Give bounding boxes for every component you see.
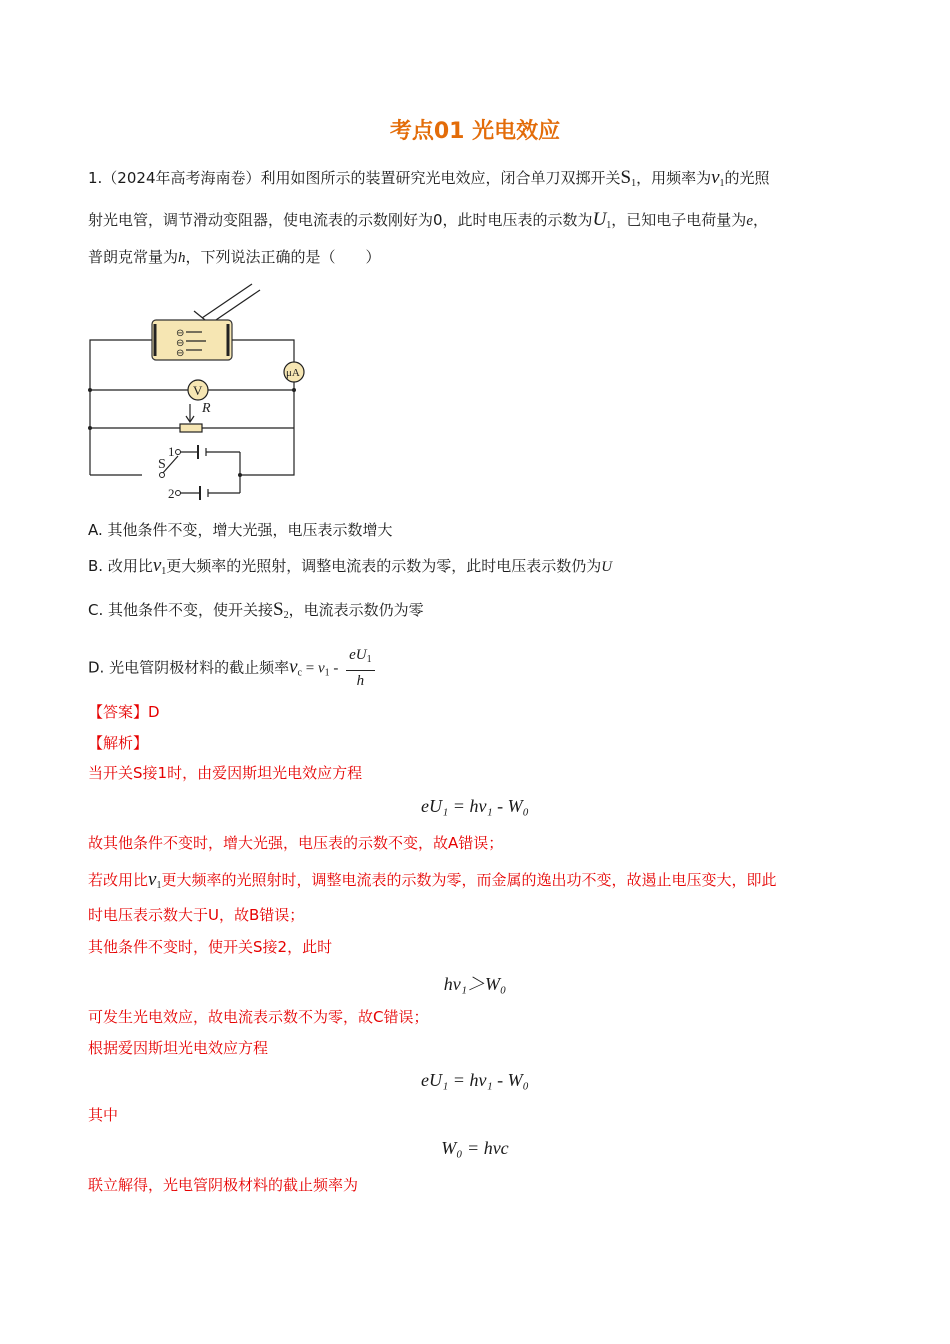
switch-symbol: S bbox=[620, 167, 632, 188]
equals-sign: = bbox=[301, 660, 318, 677]
fraction-denominator: h bbox=[356, 673, 365, 689]
question-text: 射光电管，调节滑动变阻器，使电流表的示数刚好为0，此时电压表的示数为 bbox=[88, 211, 593, 229]
analysis-line-2: 故其他条件不变时，增大光强，电压表的示数不变，故A错误； bbox=[88, 834, 504, 852]
question-text: ，已知电子电荷量为 bbox=[611, 211, 747, 229]
frequency-subscript: 1 bbox=[324, 667, 330, 679]
fraction-numerator bbox=[346, 645, 375, 671]
analysis-line-6: 可发生光电效应，故电流表示数不为零，故C错误； bbox=[88, 1008, 429, 1026]
analysis-line-9: 联立解得，光电管阴极材料的截止频率为 bbox=[88, 1176, 359, 1194]
frequency-symbol: ν bbox=[148, 869, 157, 890]
question-text: ，用频率为 bbox=[636, 169, 712, 187]
switch-symbol: S bbox=[273, 599, 284, 620]
rheostat bbox=[180, 424, 202, 432]
voltage-symbol: U bbox=[592, 209, 607, 230]
frequency-subscript: 1 bbox=[156, 880, 162, 891]
voltage-symbol: U bbox=[601, 559, 613, 575]
option-text: ，电流表示数仍为零 bbox=[288, 601, 424, 619]
option-b bbox=[88, 556, 612, 582]
photocell-tube bbox=[152, 320, 232, 360]
analysis-line-4: 时电压表示数大于U，故B错误； bbox=[88, 906, 305, 924]
question-text: 普朗克常量为 bbox=[88, 248, 179, 266]
switch-subscript: 1 bbox=[631, 178, 637, 189]
option-c bbox=[88, 600, 424, 626]
voltmeter-label: V bbox=[193, 383, 203, 398]
analysis-text: 若改用比 bbox=[88, 871, 149, 889]
question-text: 1.（2024年高考海南卷）利用如图所示的装置研究光电效应，闭合单刀双掷开关 bbox=[88, 169, 621, 187]
question-line-2 bbox=[88, 210, 768, 236]
analysis-label: 【解析】 bbox=[88, 734, 149, 752]
fraction bbox=[346, 645, 375, 691]
option-text: C. 其他条件不变，使开关接 bbox=[88, 601, 274, 619]
question-text: 的光照 bbox=[724, 169, 770, 187]
microammeter-label: μA bbox=[286, 367, 300, 379]
equation-2: hν₁＞W₀ bbox=[443, 974, 507, 994]
option-d bbox=[88, 645, 375, 696]
option-text: B. 改用比 bbox=[88, 557, 153, 575]
cutoff-subscript: c bbox=[297, 667, 302, 679]
contact-2-label: 2 bbox=[168, 486, 175, 501]
equation-4: W₀ = hνc bbox=[441, 1138, 509, 1158]
numerator-subscript: 1 bbox=[366, 654, 372, 665]
charge-symbol: e bbox=[746, 213, 753, 229]
analysis-line-8: 其中 bbox=[88, 1106, 119, 1124]
analysis-text: 更大频率的光照射时，调整电流表的示数为零，而金属的逸出功不变，故遏止电压变大，即此 bbox=[161, 871, 777, 889]
frequency-subscript: 1 bbox=[719, 178, 725, 189]
question-text: ，下列说法正确的是（ ） bbox=[185, 248, 381, 266]
question-line-1 bbox=[88, 168, 770, 194]
analysis-line-5: 其他条件不变时，使开关S接2，此时 bbox=[88, 938, 333, 956]
switch-contact-1 bbox=[176, 450, 181, 455]
voltage-subscript: 1 bbox=[606, 220, 612, 231]
contact-1-label: 1 bbox=[168, 444, 175, 459]
frequency-symbol: ν bbox=[317, 660, 325, 677]
equation-3: eU₁ = hν₁ - W₀ bbox=[421, 1070, 529, 1090]
option-text: D. 光电管阴极材料的截止频率 bbox=[88, 658, 290, 677]
question-line-3 bbox=[88, 247, 381, 268]
cutoff-frequency-symbol: ν bbox=[289, 656, 298, 678]
minus-sign: - bbox=[329, 660, 343, 677]
option-a: A. 其他条件不变，增大光强，电压表示数增大 bbox=[88, 521, 393, 539]
electron-marker: ⊖ bbox=[176, 348, 185, 359]
planck-symbol: h bbox=[178, 250, 186, 266]
resistor-label: R bbox=[202, 401, 211, 416]
frequency-subscript: 1 bbox=[161, 566, 167, 577]
option-text: 更大频率的光照射，调整电流表的示数为零，此时电压表示数仍为 bbox=[166, 557, 602, 575]
circuit-diagram bbox=[82, 280, 312, 505]
analysis-line-7: 根据爱因斯坦光电效应方程 bbox=[88, 1039, 269, 1057]
question-text: ， bbox=[752, 211, 768, 229]
switch-pivot bbox=[160, 473, 165, 478]
switch-contact-2 bbox=[176, 491, 181, 496]
numerator-text: eU bbox=[349, 647, 367, 663]
switch-subscript: 2 bbox=[283, 610, 289, 621]
equation-1: eU₁ = hν₁ - W₀ bbox=[421, 796, 529, 816]
analysis-line-1: 当开关S接1时，由爱因斯坦光电效应方程 bbox=[88, 764, 363, 782]
switch-label: S bbox=[158, 457, 166, 472]
frequency-symbol: ν bbox=[152, 555, 162, 576]
frequency-symbol: ν bbox=[711, 167, 720, 188]
answer-label: 【答案】D bbox=[88, 703, 160, 721]
analysis-line-3 bbox=[88, 870, 776, 896]
electron-marker: ⊖ bbox=[176, 328, 185, 339]
page-title: 考点01 光电效应 bbox=[389, 119, 561, 144]
electron-marker: ⊖ bbox=[176, 338, 185, 349]
